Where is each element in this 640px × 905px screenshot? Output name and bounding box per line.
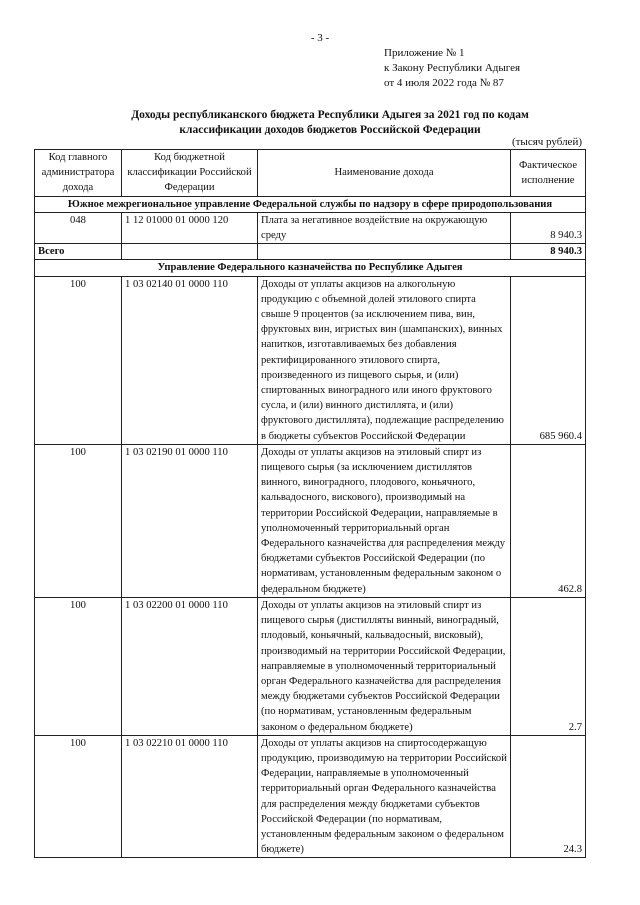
table-row xyxy=(35,735,586,858)
section-title: Южное межрегиональное управление Федеральной службы по надзору в сфере природопользования xyxy=(35,196,586,212)
revenue-name-cell: Плата за негативное воздействие на окружающую среду xyxy=(258,212,511,243)
title-line: классификации доходов бюджетов Российской Федерации xyxy=(179,124,481,136)
admin-code-cell: 100 xyxy=(35,276,122,444)
admin-code-cell: 100 xyxy=(35,597,122,735)
amount-cell: 2.7 xyxy=(511,597,586,735)
amount-cell: 8 940.3 xyxy=(511,212,586,243)
kbk-code-cell: 1 03 02200 01 0000 110 xyxy=(122,597,258,735)
total-row xyxy=(35,244,586,260)
revenue-name-cell: Доходы от уплаты акцизов на этиловый спирт из пищевого сырья (дистилляты винный, виноградный, плодовый, коньячный, кальвадосный, висковый), производимый на территории Российской Федерации, направляемые в уполномоченный территориальный орган Федерального казначейства для распределения между бюджетами субъектов Российской Федерации (по нормативам, установленным федеральным законом о федеральном бюджете) xyxy=(258,597,511,735)
page-number: - 3 - xyxy=(310,32,330,44)
table-row xyxy=(35,212,586,243)
title-line: Доходы республиканского бюджета Республики Адыгея за 2021 год по кодам xyxy=(131,109,529,121)
appendix-line: к Закону Республики Адыгея xyxy=(384,62,521,74)
section-header-row xyxy=(35,260,586,276)
revenue-name-cell: Доходы от уплаты акцизов на этиловый спирт из пищевого сырья (за исключением дистиллятов винного, виноградного, плодового, коньячного, кальвадосного, вискового), производимый на территории Российской Федерации, направляемые в уполномоченный территориальный орган Федерального казначейства для распределения между бюджетами субъектов Российской Федерации (по нормативам, установленным федеральным законом о федеральном бюджете) xyxy=(258,444,511,597)
table-row xyxy=(35,444,586,597)
empty-cell xyxy=(122,244,258,260)
total-label: Всего xyxy=(35,244,122,260)
amount-cell: 462.8 xyxy=(511,444,586,597)
section-header-row xyxy=(35,196,586,212)
revenue-table xyxy=(34,149,586,858)
table-header-row xyxy=(35,150,586,197)
kbk-code-cell: 1 03 02190 01 0000 110 xyxy=(122,444,258,597)
empty-cell xyxy=(258,244,511,260)
header-revenue-name: Наименование дохода xyxy=(258,150,511,197)
table-row xyxy=(35,276,586,444)
section-title: Управление Федерального казначейства по Республике Адыгея xyxy=(35,260,586,276)
admin-code-cell: 100 xyxy=(35,444,122,597)
revenue-name-cell: Доходы от уплаты акцизов на спиртосодержащую продукцию, производимую на территории Российской Федерации, направляемые в уполномоченный территориальный орган Федерального казначейства для распределения между бюджетами субъектов Российской Федерации (по нормативам, установленным федеральным законом о федеральном бюджете) xyxy=(258,735,511,858)
units-label: (тысяч рублей) xyxy=(511,136,582,148)
revenue-name-cell: Доходы от уплаты акцизов на алкогольную продукцию с объемной долей этилового спирта свыше 9 процентов (за исключением пива, вин, фруктовых вин, игристых вин (шампанских), винных напитков, изготавливаемых без добавления ректифицированного этилового спирта, произведенного из пищевого сырья, и (или) спиртованных виноградного или иного фруктового сусла, и (или) винного дистиллята, и (или) фруктового дистиллята), подлежащие распределению в бюджеты субъектов Российской Федерации xyxy=(258,276,511,444)
header-kbk-code: Код бюджетной классификации Российской Федерации xyxy=(122,150,258,197)
amount-cell: 685 960.4 xyxy=(511,276,586,444)
admin-code-cell: 048 xyxy=(35,212,122,243)
total-amount: 8 940.3 xyxy=(511,244,586,260)
header-admin-code: Код главного администратора дохода xyxy=(35,150,122,197)
kbk-code-cell: 1 03 02210 01 0000 110 xyxy=(122,735,258,858)
document-title xyxy=(80,108,580,138)
appendix-line: Приложение № 1 xyxy=(384,47,465,59)
amount-cell: 24.3 xyxy=(511,735,586,858)
table-row xyxy=(35,597,586,735)
kbk-code-cell: 1 12 01000 01 0000 120 xyxy=(122,212,258,243)
admin-code-cell: 100 xyxy=(35,735,122,858)
appendix-line: от 4 июля 2022 года № 87 xyxy=(384,77,504,89)
kbk-code-cell: 1 03 02140 01 0000 110 xyxy=(122,276,258,444)
appendix-block xyxy=(384,46,520,91)
header-actual-amount: Фактическое исполнение xyxy=(511,150,586,197)
